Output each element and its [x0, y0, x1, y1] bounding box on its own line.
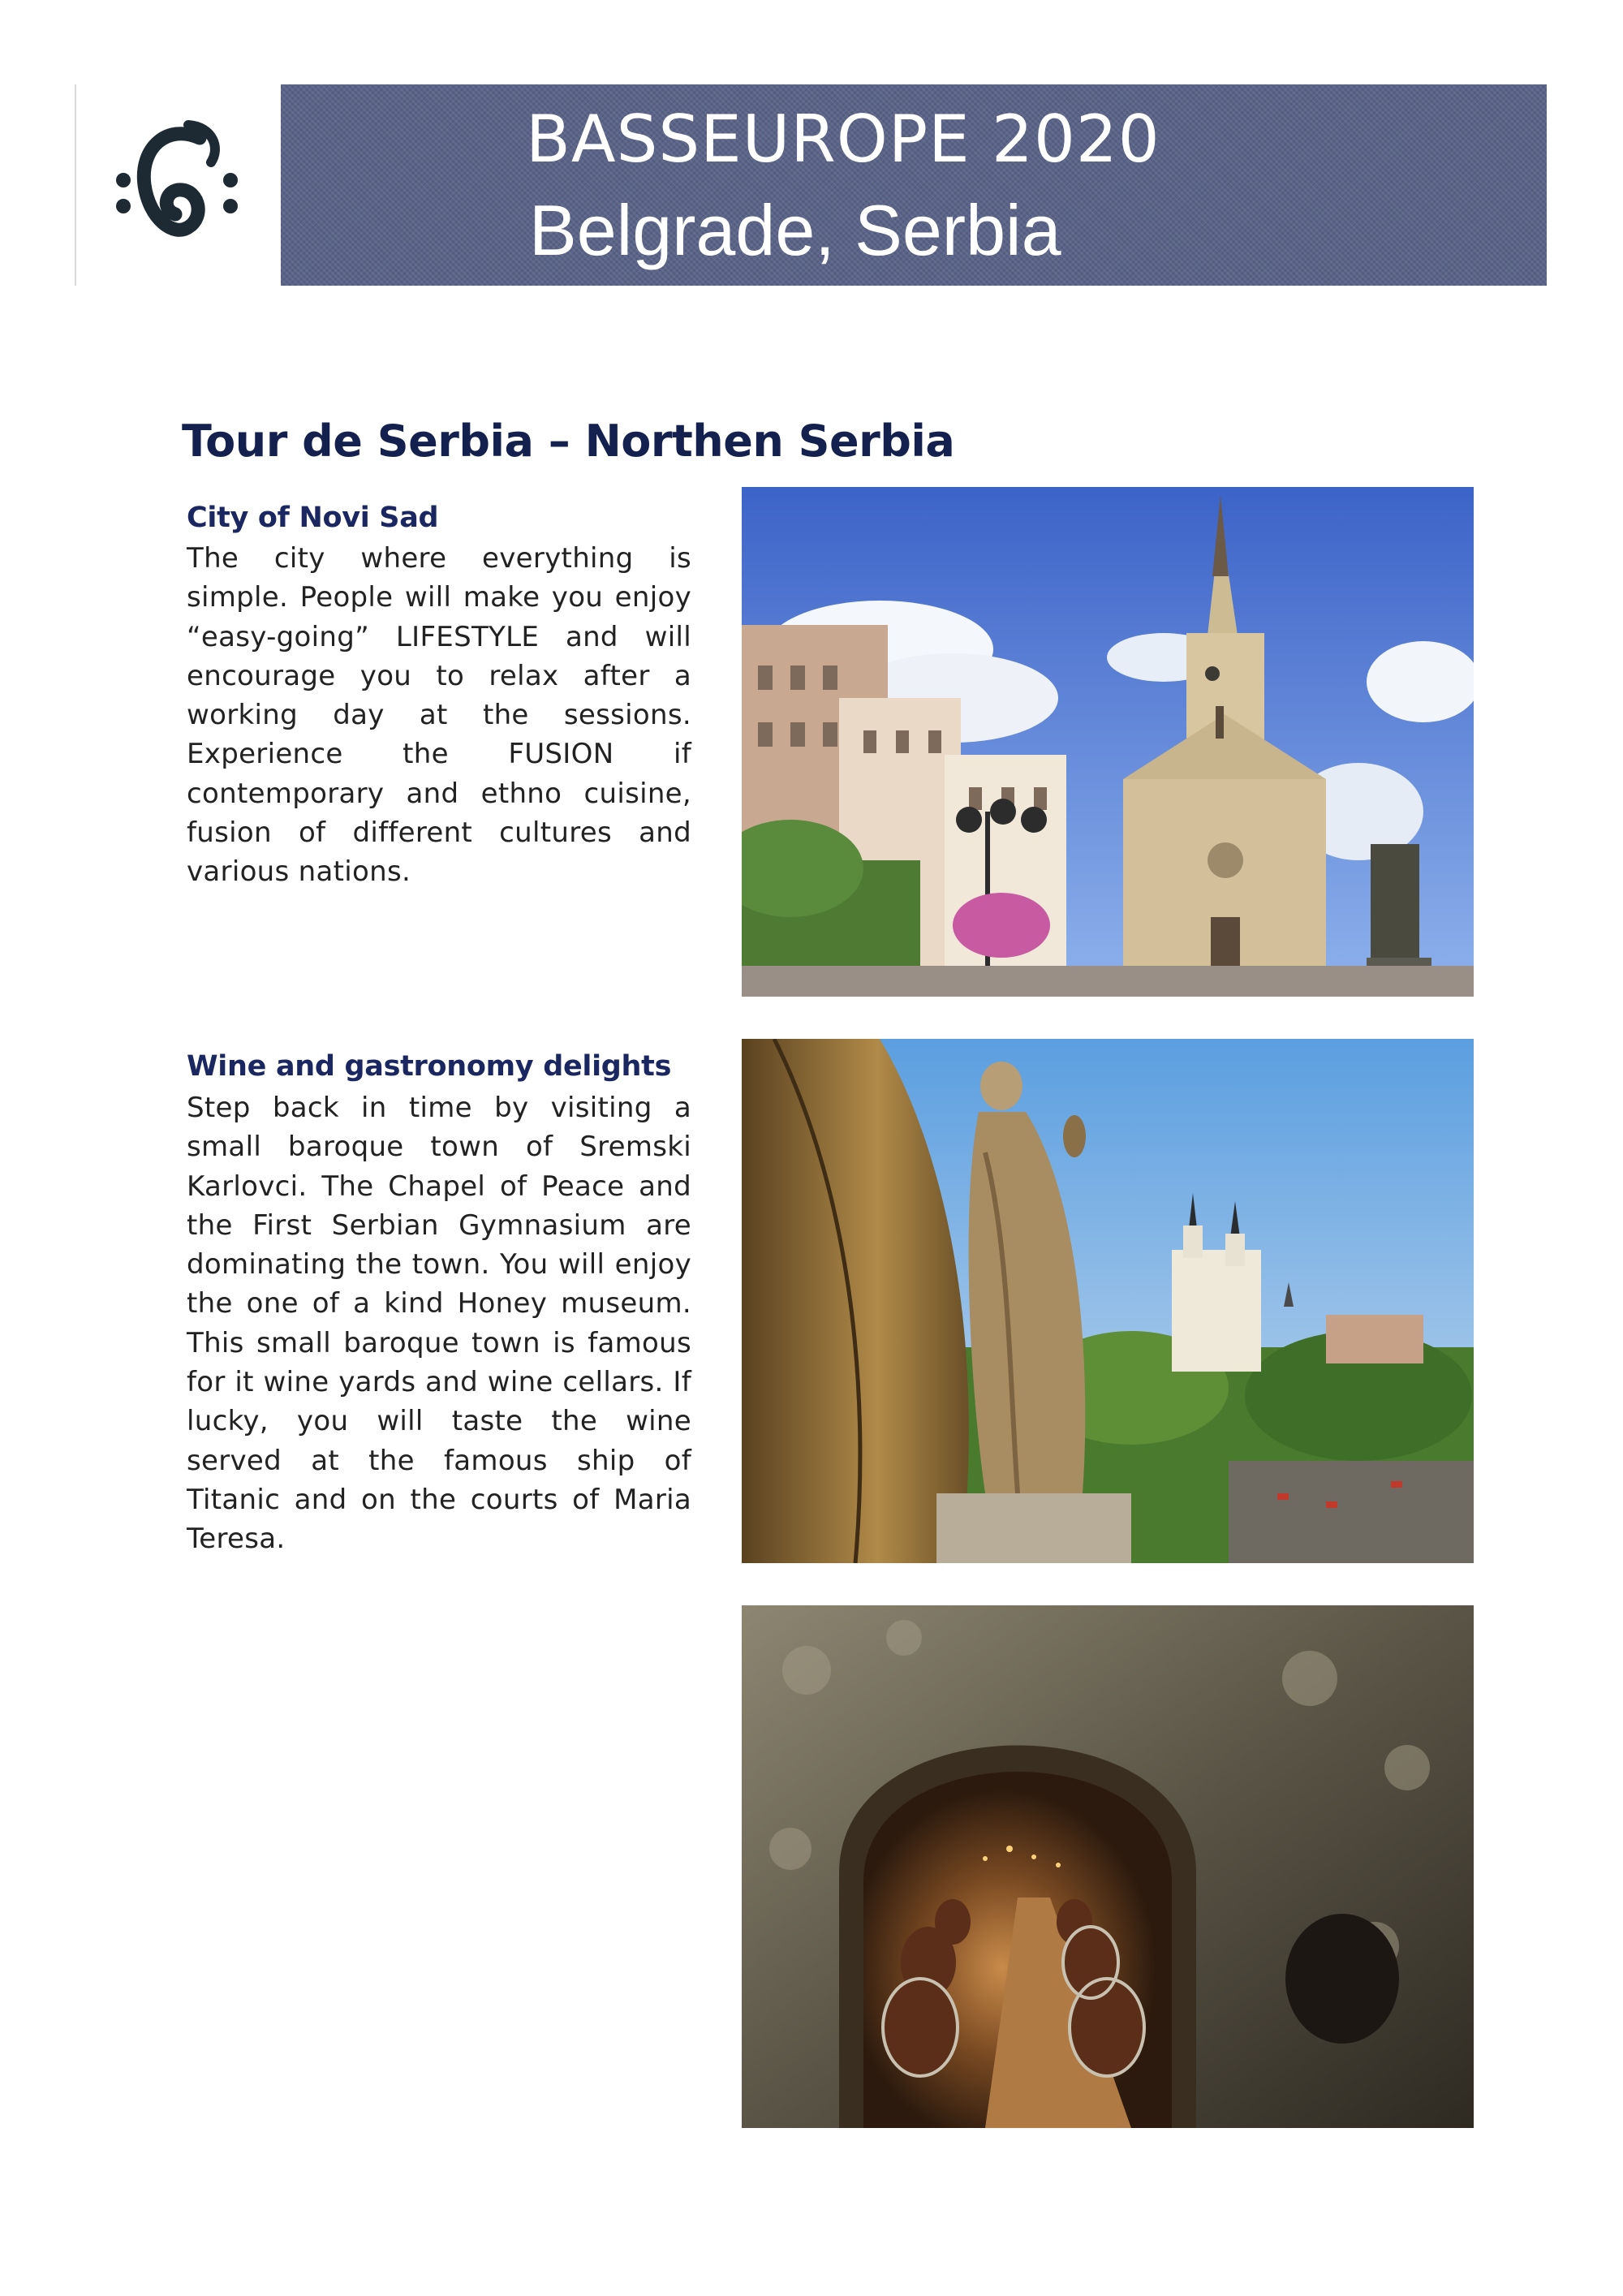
- page-title: Tour de Serbia – Northen Serbia: [182, 416, 955, 467]
- section-heading-novi-sad: City of Novi Sad: [187, 502, 439, 534]
- section-heading-wine: Wine and gastronomy delights: [187, 1050, 672, 1083]
- event-title: BASSEUROPE 2020: [526, 101, 1160, 177]
- sremski-karlovci-statue-photo: [742, 1039, 1474, 1563]
- event-location: Belgrade, Serbia: [529, 190, 1061, 270]
- bass-clef-icon: [104, 106, 250, 260]
- novi-sad-cathedral-photo: [742, 487, 1474, 997]
- section-body-wine: Step back in time by visiting a small baroque town of Sremski Karlovci. The Chapel of Peace and the First Serbian Gymnasium are dominating the town. You will enjoy the one of a kind Honey museum. This small baroque town is famous for it wine yards and wine cellars. If lucky, you will taste the wine served at the famous ship of Titanic and on the courts of Maria Teresa.: [187, 1092, 691, 1556]
- logo-divider: [75, 84, 76, 286]
- wine-cellar-photo: [742, 1605, 1474, 2128]
- section-body-novi-sad: The city where everything is simple. People will make you enjoy “easy-going” LIFESTYLE and will encourage you to relax after a working day at the sessions. Experience the FUSION if contemporary and ethno cuisine, fusion of different cultures and various nations.: [187, 542, 691, 889]
